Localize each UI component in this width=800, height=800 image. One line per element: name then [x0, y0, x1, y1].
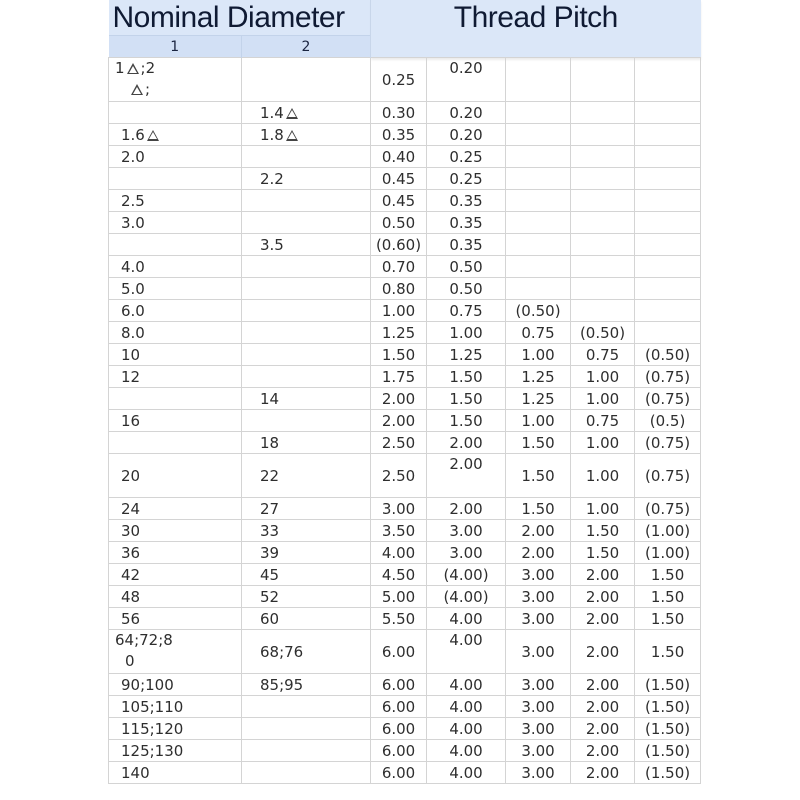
- table-row: [109, 696, 701, 718]
- series-1-diameter-cell: [109, 322, 242, 344]
- table-row: [109, 454, 701, 498]
- coarse-pitch-cell: 1.00: [371, 300, 427, 322]
- fine-pitch-cell: (0.75): [635, 454, 701, 498]
- series-1-diameter-cell: [109, 564, 242, 586]
- fine-pitch-cell: 4.00: [427, 630, 506, 674]
- fine-pitch-cell: 3.00: [506, 586, 571, 608]
- fine-pitch-cell: 1.00: [506, 344, 571, 366]
- fine-pitch-cell: 4.00: [427, 674, 506, 696]
- nominal-diameter-header: Nominal Diameter: [109, 0, 371, 36]
- coarse-pitch-cell: 0.70: [371, 256, 427, 278]
- fine-pitch-cell: 0.25: [427, 146, 506, 168]
- coarse-pitch-cell: 0.45: [371, 168, 427, 190]
- series-1-diameter-cell: [109, 58, 242, 102]
- fine-pitch-cell: (0.50): [506, 300, 571, 322]
- series-1-diameter-cell: [109, 366, 242, 388]
- series-2-diameter-cell: [242, 146, 371, 168]
- coarse-pitch-cell: 1.50: [371, 344, 427, 366]
- coarse-pitch-cell: 6.00: [371, 740, 427, 762]
- fine-pitch-cell: [506, 256, 571, 278]
- fine-pitch-cell: (1.00): [635, 520, 701, 542]
- table-row: [109, 366, 701, 388]
- series-2-diameter-cell: [242, 212, 371, 234]
- fine-pitch-cell: 3.00: [506, 762, 571, 784]
- fine-pitch-cell: 2.00: [571, 696, 635, 718]
- fine-pitch-cell: [635, 146, 701, 168]
- fine-pitch-cell: 1.00: [571, 454, 635, 498]
- open-triangle-icon: [131, 84, 143, 95]
- diameter-value-extra: ;2: [140, 59, 156, 77]
- fine-pitch-cell: 1.50: [506, 432, 571, 454]
- diameter-value: 22: [260, 466, 280, 485]
- series-1-diameter-cell: [109, 762, 242, 784]
- series-1-diameter-cell: [109, 124, 242, 146]
- series-1-diameter-cell: [109, 498, 242, 520]
- diameter-value-line2-text: 0: [125, 652, 135, 670]
- table-row: [109, 564, 701, 586]
- diameter-value: 6.0: [121, 301, 145, 320]
- fine-pitch-cell: (1.50): [635, 740, 701, 762]
- fine-pitch-cell: [571, 212, 635, 234]
- series-2-diameter-cell: [242, 234, 371, 256]
- fine-pitch-cell: [571, 300, 635, 322]
- series-1-diameter-cell: [109, 344, 242, 366]
- series-1-diameter-cell: [109, 256, 242, 278]
- series-1-diameter-cell: [109, 520, 242, 542]
- fine-pitch-cell: (4.00): [427, 586, 506, 608]
- series-2-diameter-cell: [242, 542, 371, 564]
- series-1-diameter-cell: [109, 586, 242, 608]
- series-2-diameter-cell: [242, 432, 371, 454]
- series-1-diameter-cell: [109, 630, 242, 674]
- coarse-pitch-cell: 1.25: [371, 322, 427, 344]
- fine-pitch-cell: 4.00: [427, 696, 506, 718]
- fine-pitch-cell: 0.75: [427, 300, 506, 322]
- table-row: [109, 278, 701, 300]
- series-1-diameter-cell: [109, 388, 242, 410]
- diameter-value: 30: [121, 521, 141, 540]
- table-row: [109, 410, 701, 432]
- diameter-value: 140: [121, 763, 150, 782]
- diameter-value: 60: [260, 609, 280, 628]
- fine-pitch-cell: 3.00: [506, 696, 571, 718]
- fine-pitch-cell: 0.35: [427, 234, 506, 256]
- table-row: [109, 146, 701, 168]
- table-row: [109, 432, 701, 454]
- series-2-diameter-cell: [242, 300, 371, 322]
- fine-pitch-cell: (1.50): [635, 718, 701, 740]
- diameter-value: 4.0: [121, 257, 145, 276]
- series-1-diameter-cell: [109, 432, 242, 454]
- open-triangle-icon: [286, 130, 298, 141]
- diameter-value: 56: [121, 609, 141, 628]
- series-2-diameter-cell: [242, 388, 371, 410]
- thread-pitch-header: Thread Pitch: [371, 0, 701, 58]
- fine-pitch-cell: [635, 322, 701, 344]
- series-2-diameter-cell: [242, 674, 371, 696]
- diameter-value: 24: [121, 499, 141, 518]
- fine-pitch-cell: (0.5): [635, 410, 701, 432]
- coarse-pitch-cell: 3.50: [371, 520, 427, 542]
- diameter-value-line2: [115, 80, 150, 98]
- series-1-diameter-cell: [109, 740, 242, 762]
- series-1-diameter-cell: [109, 542, 242, 564]
- series-2-diameter-cell: [242, 696, 371, 718]
- series-2-diameter-cell: [242, 190, 371, 212]
- series-2-diameter-cell: [242, 278, 371, 300]
- diameter-value: 115;120: [121, 719, 184, 738]
- fine-pitch-cell: 1.50: [571, 520, 635, 542]
- fine-pitch-cell: (0.75): [635, 432, 701, 454]
- series-2-diameter-cell: [242, 344, 371, 366]
- fine-pitch-cell: 0.75: [571, 344, 635, 366]
- diameter-value: 16: [121, 411, 141, 430]
- series-2-diameter-cell: [242, 410, 371, 432]
- table-body: [109, 58, 701, 784]
- fine-pitch-cell: 2.00: [571, 564, 635, 586]
- fine-pitch-cell: [635, 300, 701, 322]
- diameter-value-line2-text: ;: [145, 80, 151, 98]
- fine-pitch-cell: [635, 278, 701, 300]
- fine-pitch-cell: 0.75: [571, 410, 635, 432]
- fine-pitch-cell: 1.00: [571, 366, 635, 388]
- fine-pitch-cell: 2.00: [571, 674, 635, 696]
- diameter-value: 12: [121, 367, 141, 386]
- coarse-pitch-cell: 6.00: [371, 696, 427, 718]
- coarse-pitch-cell: 0.30: [371, 102, 427, 124]
- fine-pitch-cell: 2.00: [571, 608, 635, 630]
- fine-pitch-cell: [635, 124, 701, 146]
- coarse-pitch-cell: 1.75: [371, 366, 427, 388]
- fine-pitch-cell: 2.00: [571, 762, 635, 784]
- series-1-diameter-cell: [109, 168, 242, 190]
- fine-pitch-cell: [635, 168, 701, 190]
- table-row: [109, 124, 701, 146]
- fine-pitch-cell: 1.00: [427, 322, 506, 344]
- coarse-pitch-cell: 6.00: [371, 762, 427, 784]
- table-row: [109, 388, 701, 410]
- diameter-value: 5.0: [121, 279, 145, 298]
- series-2-diameter-cell: [242, 256, 371, 278]
- fine-pitch-cell: 0.35: [427, 212, 506, 234]
- series-1-diameter-cell: [109, 212, 242, 234]
- open-triangle-icon: [147, 130, 159, 141]
- fine-pitch-cell: 4.00: [427, 608, 506, 630]
- fine-pitch-cell: [506, 168, 571, 190]
- series-2-header: 2: [242, 36, 371, 58]
- fine-pitch-cell: 2.00: [506, 520, 571, 542]
- coarse-pitch-cell: 2.00: [371, 388, 427, 410]
- fine-pitch-cell: 0.20: [427, 124, 506, 146]
- coarse-pitch-cell: 4.00: [371, 542, 427, 564]
- diameter-value: 3.0: [121, 213, 145, 232]
- open-triangle-icon: [286, 108, 298, 119]
- fine-pitch-cell: 1.50: [427, 366, 506, 388]
- fine-pitch-cell: 1.50: [571, 542, 635, 564]
- fine-pitch-cell: 1.50: [635, 586, 701, 608]
- diameter-value: 1.6: [121, 125, 145, 144]
- fine-pitch-cell: 3.00: [427, 520, 506, 542]
- coarse-pitch-cell: 2.50: [371, 432, 427, 454]
- fine-pitch-cell: 3.00: [506, 740, 571, 762]
- table-row: [109, 586, 701, 608]
- diameter-value: 90;100: [121, 675, 174, 694]
- fine-pitch-cell: [635, 58, 701, 102]
- series-1-diameter-cell: [109, 674, 242, 696]
- series-2-diameter-cell: [242, 498, 371, 520]
- fine-pitch-cell: 0.20: [427, 58, 506, 102]
- diameter-value: 18: [260, 433, 280, 452]
- diameter-value: 1: [115, 59, 125, 77]
- fine-pitch-cell: [571, 102, 635, 124]
- series-2-diameter-cell: [242, 124, 371, 146]
- fine-pitch-cell: [635, 256, 701, 278]
- fine-pitch-cell: (0.75): [635, 388, 701, 410]
- fine-pitch-cell: [571, 58, 635, 102]
- fine-pitch-cell: (1.50): [635, 674, 701, 696]
- open-triangle-icon: [127, 63, 139, 74]
- table-row: [109, 608, 701, 630]
- coarse-pitch-cell: 6.00: [371, 630, 427, 674]
- series-1-header: 1: [109, 36, 242, 58]
- table-row: [109, 58, 701, 102]
- table-row: [109, 102, 701, 124]
- fine-pitch-cell: [571, 234, 635, 256]
- series-2-diameter-cell: [242, 630, 371, 674]
- series-2-diameter-cell: [242, 762, 371, 784]
- diameter-value: 33: [260, 521, 280, 540]
- table-row: [109, 234, 701, 256]
- fine-pitch-cell: [635, 212, 701, 234]
- fine-pitch-cell: [506, 146, 571, 168]
- fine-pitch-cell: 0.50: [427, 256, 506, 278]
- coarse-pitch-cell: 0.45: [371, 190, 427, 212]
- fine-pitch-cell: (1.50): [635, 762, 701, 784]
- series-1-diameter-cell: [109, 608, 242, 630]
- series-2-diameter-cell: [242, 322, 371, 344]
- fine-pitch-cell: 1.00: [571, 388, 635, 410]
- fine-pitch-cell: [506, 278, 571, 300]
- series-2-diameter-cell: [242, 740, 371, 762]
- diameter-value: 85;95: [260, 675, 304, 694]
- diameter-value: 42: [121, 565, 141, 584]
- fine-pitch-cell: 1.25: [427, 344, 506, 366]
- coarse-pitch-cell: 6.00: [371, 674, 427, 696]
- diameter-value: 8.0: [121, 323, 145, 342]
- table-row: [109, 520, 701, 542]
- fine-pitch-cell: (0.75): [635, 498, 701, 520]
- fine-pitch-cell: (0.50): [571, 322, 635, 344]
- series-1-diameter-cell: [109, 454, 242, 498]
- fine-pitch-cell: 3.00: [506, 564, 571, 586]
- diameter-value: 20: [121, 466, 141, 485]
- series-1-diameter-cell: [109, 300, 242, 322]
- table-row: [109, 630, 701, 674]
- diameter-value: 2.0: [121, 147, 145, 166]
- fine-pitch-cell: 1.50: [635, 608, 701, 630]
- coarse-pitch-cell: 5.00: [371, 586, 427, 608]
- coarse-pitch-cell: 3.00: [371, 498, 427, 520]
- fine-pitch-cell: 3.00: [506, 674, 571, 696]
- fine-pitch-cell: [571, 124, 635, 146]
- thread-pitch-table-container: [108, 0, 700, 784]
- diameter-value: 27: [260, 499, 280, 518]
- table-row: [109, 300, 701, 322]
- fine-pitch-cell: 2.00: [571, 630, 635, 674]
- coarse-pitch-cell: 5.50: [371, 608, 427, 630]
- series-1-diameter-cell: [109, 410, 242, 432]
- fine-pitch-cell: 1.00: [571, 498, 635, 520]
- coarse-pitch-cell: 6.00: [371, 718, 427, 740]
- fine-pitch-cell: (1.50): [635, 696, 701, 718]
- diameter-value: 1.8: [260, 125, 284, 144]
- fine-pitch-cell: [506, 212, 571, 234]
- fine-pitch-cell: [506, 234, 571, 256]
- fine-pitch-cell: 1.25: [506, 366, 571, 388]
- diameter-value: 52: [260, 587, 280, 606]
- fine-pitch-cell: 2.00: [506, 542, 571, 564]
- fine-pitch-cell: [506, 102, 571, 124]
- diameter-value: 68;76: [260, 642, 304, 661]
- fine-pitch-cell: 1.00: [506, 410, 571, 432]
- thread-pitch-table: [108, 0, 701, 784]
- fine-pitch-cell: 1.50: [427, 410, 506, 432]
- coarse-pitch-cell: 0.80: [371, 278, 427, 300]
- fine-pitch-cell: 1.50: [506, 454, 571, 498]
- diameter-value: 2.5: [121, 191, 145, 210]
- series-2-diameter-cell: [242, 454, 371, 498]
- fine-pitch-cell: (0.50): [635, 344, 701, 366]
- series-2-diameter-cell: [242, 608, 371, 630]
- series-1-diameter-cell: [109, 234, 242, 256]
- diameter-value: 125;130: [121, 741, 184, 760]
- coarse-pitch-cell: 2.50: [371, 454, 427, 498]
- coarse-pitch-cell: 0.35: [371, 124, 427, 146]
- fine-pitch-cell: 2.00: [427, 454, 506, 498]
- fine-pitch-cell: 1.50: [635, 564, 701, 586]
- fine-pitch-cell: 0.25: [427, 168, 506, 190]
- fine-pitch-cell: 0.50: [427, 278, 506, 300]
- fine-pitch-cell: [635, 102, 701, 124]
- fine-pitch-cell: 1.50: [635, 630, 701, 674]
- series-2-diameter-cell: [242, 520, 371, 542]
- fine-pitch-cell: [571, 146, 635, 168]
- fine-pitch-cell: [571, 278, 635, 300]
- series-1-diameter-cell: [109, 146, 242, 168]
- fine-pitch-cell: 1.50: [427, 388, 506, 410]
- table-row: [109, 190, 701, 212]
- table-row: [109, 674, 701, 696]
- header-title-row: [109, 0, 701, 36]
- fine-pitch-cell: 3.00: [506, 718, 571, 740]
- diameter-value: 10: [121, 345, 141, 364]
- table-row: [109, 718, 701, 740]
- series-2-diameter-cell: [242, 58, 371, 102]
- diameter-value-line2: [115, 652, 135, 670]
- fine-pitch-cell: 3.00: [506, 608, 571, 630]
- fine-pitch-cell: (0.75): [635, 366, 701, 388]
- coarse-pitch-cell: 4.50: [371, 564, 427, 586]
- series-1-diameter-cell: [109, 696, 242, 718]
- diameter-value: 39: [260, 543, 280, 562]
- fine-pitch-cell: 4.00: [427, 762, 506, 784]
- fine-pitch-cell: [635, 234, 701, 256]
- table-row: [109, 168, 701, 190]
- fine-pitch-cell: [571, 168, 635, 190]
- fine-pitch-cell: 2.00: [571, 740, 635, 762]
- fine-pitch-cell: 2.00: [571, 718, 635, 740]
- fine-pitch-cell: 4.00: [427, 740, 506, 762]
- table-row: [109, 322, 701, 344]
- diameter-value: 14: [260, 389, 280, 408]
- series-1-diameter-cell: [109, 190, 242, 212]
- fine-pitch-cell: [506, 190, 571, 212]
- fine-pitch-cell: 4.00: [427, 718, 506, 740]
- fine-pitch-cell: (1.00): [635, 542, 701, 564]
- diameter-value: 45: [260, 565, 280, 584]
- table-row: [109, 256, 701, 278]
- diameter-value: 105;110: [121, 697, 184, 716]
- series-2-diameter-cell: [242, 102, 371, 124]
- coarse-pitch-cell: 0.25: [371, 58, 427, 102]
- fine-pitch-cell: 0.20: [427, 102, 506, 124]
- table-row: [109, 740, 701, 762]
- diameter-value: 1.4: [260, 103, 284, 122]
- table-row: [109, 762, 701, 784]
- fine-pitch-cell: 2.00: [427, 432, 506, 454]
- table-row: [109, 212, 701, 234]
- series-2-diameter-cell: [242, 168, 371, 190]
- fine-pitch-cell: 3.00: [506, 630, 571, 674]
- coarse-pitch-cell: 2.00: [371, 410, 427, 432]
- diameter-value: 2.2: [260, 169, 284, 188]
- series-1-diameter-cell: [109, 102, 242, 124]
- table-row: [109, 498, 701, 520]
- fine-pitch-cell: 1.25: [506, 388, 571, 410]
- coarse-pitch-cell: 0.40: [371, 146, 427, 168]
- fine-pitch-cell: 1.00: [571, 432, 635, 454]
- coarse-pitch-cell: 0.50: [371, 212, 427, 234]
- fine-pitch-cell: [506, 58, 571, 102]
- series-2-diameter-cell: [242, 718, 371, 740]
- fine-pitch-cell: [506, 124, 571, 146]
- coarse-pitch-cell: (0.60): [371, 234, 427, 256]
- table-row: [109, 542, 701, 564]
- fine-pitch-cell: [635, 190, 701, 212]
- diameter-value: 3.5: [260, 235, 284, 254]
- fine-pitch-cell: 0.35: [427, 190, 506, 212]
- fine-pitch-cell: (4.00): [427, 564, 506, 586]
- diameter-value: 36: [121, 543, 141, 562]
- series-2-diameter-cell: [242, 564, 371, 586]
- table-row: [109, 344, 701, 366]
- fine-pitch-cell: [571, 256, 635, 278]
- diameter-value: 48: [121, 587, 141, 606]
- diameter-value: 64;72;8: [115, 631, 173, 649]
- series-1-diameter-cell: [109, 718, 242, 740]
- fine-pitch-cell: 2.00: [571, 586, 635, 608]
- series-2-diameter-cell: [242, 586, 371, 608]
- fine-pitch-cell: 1.50: [506, 498, 571, 520]
- fine-pitch-cell: [571, 190, 635, 212]
- series-2-diameter-cell: [242, 366, 371, 388]
- fine-pitch-cell: 0.75: [506, 322, 571, 344]
- fine-pitch-cell: 3.00: [427, 542, 506, 564]
- fine-pitch-cell: 2.00: [427, 498, 506, 520]
- series-1-diameter-cell: [109, 278, 242, 300]
